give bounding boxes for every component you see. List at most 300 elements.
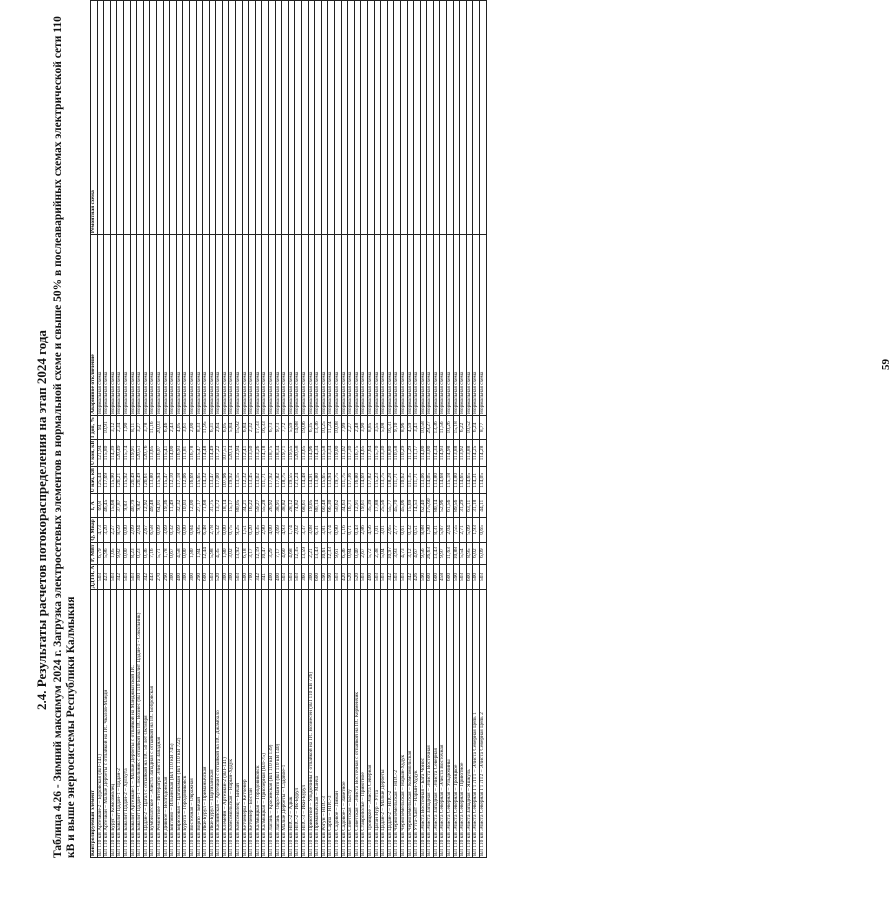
table-cell: ВЛ 110 кВ Ики-Бурул – Партизанская [209, 590, 216, 858]
table-cell: 503 [209, 564, 216, 590]
table-cell: 113,15 [236, 467, 243, 494]
table-cell: 115,65 [321, 467, 328, 494]
table-cell: 119,55 [288, 439, 295, 466]
table-cell: 10,03 [183, 494, 190, 518]
table-cell: 13,36 [433, 415, 440, 439]
table-cell: 3,55 [374, 415, 381, 439]
table-cell: 114,93 [440, 439, 447, 466]
table-cell: 5,71 [156, 542, 163, 564]
table-cell: 3,74 [328, 518, 335, 542]
table-cell: Нормальная схема [420, 235, 427, 416]
table-cell: ВЛ 110 кВ Лагань – Оцол-Вантя (ВЛ 110 кВ 140) [275, 590, 282, 858]
table-cell: 0,20 [249, 518, 256, 542]
table-cell: ВЛ 110 кВ Элиста Западная – Элиста Восточная [427, 590, 434, 858]
table-cell: 114,32 [203, 467, 210, 494]
table-cell: 2,43 [170, 415, 177, 439]
table-cell: 117,36 [348, 467, 355, 494]
table-cell: ВЛ 110 кВ Элиста Северная Г1 ЛТ2 – Элиста Северная Цепь 2 [480, 590, 487, 858]
table-cell: 114,34 [433, 439, 440, 466]
table-cell: 3,01 [381, 518, 388, 542]
table-cell: 600 [203, 564, 210, 590]
table-cell: ВЛ 110 кВ Бавалит Цадан-1 – Цадан-2 [117, 590, 124, 858]
table-cell: 116,78 [189, 439, 196, 466]
table-cell: 114,00 [420, 439, 427, 466]
table-cell: Нормальная схема [143, 235, 150, 416]
table-cell: 2,48 [354, 415, 361, 439]
table-cell [341, 1, 348, 235]
table-cell: 6,09 [480, 542, 487, 564]
table-cell [288, 1, 295, 235]
table-cell: 49,48 [150, 494, 157, 518]
table-cell: Нормальная схема [321, 235, 328, 416]
table-cell: 115,41 [163, 439, 170, 466]
table-cell: 113,65 [150, 439, 157, 466]
table-cell [104, 1, 111, 235]
table-cell: 117,64 [367, 439, 374, 466]
table-cell: 500 [473, 564, 480, 590]
table-cell: 112,06 [183, 467, 190, 494]
table-cell [308, 1, 315, 235]
table-cell [407, 1, 414, 235]
table-cell: 16,71 [348, 494, 355, 518]
table-cell: 2,77 [394, 518, 401, 542]
table-cell: Нормальная схема [216, 235, 223, 416]
table-cell: ВЛ 110 кВ Цадан-2 – НПС-2 [387, 590, 394, 858]
table-cell: 64,01 [156, 494, 163, 518]
table-cell: 7,16 [150, 542, 157, 564]
table-cell: 63,11 [466, 494, 473, 518]
table-cell: 520 [348, 564, 355, 590]
table-cell: ВЛ 110 кВ Бавалит Цадан-1 – Сокольник с отпайкой на ПС Вознес (ВЛ 110 Бавалит Цадан-1 - Сокольник) [137, 590, 144, 858]
table-cell [275, 1, 282, 235]
col-header-emergency: Аварийное отключение [91, 235, 98, 416]
table-cell: 6,02 [473, 542, 480, 564]
table-cell: Нормальная схема [262, 235, 269, 416]
table-cell: 120,14 [229, 439, 236, 466]
table-cell: 3,78 [143, 415, 150, 439]
table-cell: ВЛ 110 кВ Сарпа – НПС-3 [328, 590, 335, 858]
table-cell [156, 1, 163, 235]
table-cell: ВЛ 110 кВ Приютное – Ульдючины с отпайкой на ПС Вознесен (ВЛ 110 кВ 726) [308, 590, 315, 858]
table-cell: 0,32 [407, 518, 414, 542]
table-cell: 590 [453, 564, 460, 590]
table-cell: Нормальная схема [354, 235, 361, 416]
table-cell: 2,27 [348, 415, 355, 439]
table-cell: 290 [196, 564, 203, 590]
table-cell: Нормальная схема [460, 235, 467, 416]
table-cell: 4,35 [216, 542, 223, 564]
table-cell: 111,71 [414, 467, 421, 494]
table-cell: 66,30 [328, 494, 335, 518]
table-cell: 600 [433, 564, 440, 590]
table-cell: 2,02 [295, 518, 302, 542]
table-cell: 11,56 [440, 415, 447, 439]
table-cell: ВЛ 110 кВ Биглямо – Ильинская (ВЛ 110 кВ 745) [170, 590, 177, 858]
table-cell: 113,88 [466, 439, 473, 466]
table-cell: 2,90 [262, 518, 269, 542]
table-cell: ВЛ 110 кВ Цаган Нур – Утта [374, 590, 381, 858]
table-cell: 114,34 [315, 439, 322, 466]
table-cell: 113,45 [249, 467, 256, 494]
table-cell: 2,04 [137, 518, 144, 542]
table-cell: 0,00 [123, 518, 130, 542]
table-cell: 0,67 [170, 542, 177, 564]
table-cell: 10,91 [104, 415, 111, 439]
table-cell: 113,75 [381, 467, 388, 494]
table-cell [117, 1, 124, 235]
table-cell [367, 1, 374, 235]
table-cell: ВЛ 110 кВ Восточная – Овражная [189, 590, 196, 858]
table-cell: 4,67 [414, 542, 421, 564]
table-cell: 0,23 [137, 542, 144, 564]
table-cell: 14,88 [295, 415, 302, 439]
table-cell: 0,75 [229, 518, 236, 542]
table-cell: 0,84 [348, 542, 355, 564]
table-cell: 116,69 [189, 467, 196, 494]
table-cell: 0,35 [255, 518, 262, 542]
table-cell: 116,75 [354, 439, 361, 466]
table-cell: 10,08 [334, 415, 341, 439]
table-cell: 115,90 [110, 467, 117, 494]
table-cell: 6,58 [150, 518, 157, 542]
table-cell: 12,44 [203, 542, 210, 564]
table-cell: 3,08 [308, 518, 315, 542]
table-body [97, 1, 486, 858]
table-cell: 115,23 [374, 467, 381, 494]
col-header-u-end: U кон, кВ [90, 440, 96, 466]
table-cell: ВЛ 110 кВ Бавалит Цадан-2 – Хулхута [123, 590, 130, 858]
table-cell: Нормальная схема [302, 235, 309, 416]
table-cell: Нормальная схема [176, 235, 183, 416]
table-cell: 13,43 [433, 542, 440, 564]
table-cell [170, 1, 177, 235]
col-header-q: Q, Мвар [90, 519, 96, 541]
table-cell: ВЛ 110 кВ Элиста Западная – Яшкуль [466, 590, 473, 858]
table-cell: 114,49 [209, 439, 216, 466]
table-cell: 68,61 [302, 494, 309, 518]
table-cell: Нормальная схема [414, 235, 421, 416]
table-cell: 290 [163, 564, 170, 590]
table-cell: 6,05 [222, 415, 229, 439]
table-cell: ВЛ 110 кВ Клемейн – Артезиан-2 (ВЛ-141) [222, 590, 229, 858]
table-cell: 5,96 [104, 542, 111, 564]
table-cell: 342 [255, 564, 262, 590]
table-cell: 300 [222, 564, 229, 590]
table-cell: 600 [427, 564, 434, 590]
table-cell: Нормальная схема [394, 235, 401, 416]
table-cell: 12,19 [255, 542, 262, 564]
table-cell: 8,96 [400, 415, 407, 439]
table-cell: 1,84 [196, 542, 203, 564]
table-cell: ВЛ 110 кВ Черноземельская – Комсомольская [407, 590, 414, 858]
table-cell: 6,46 [163, 415, 170, 439]
table-cell: 6,22 [460, 415, 467, 439]
table-cell: 118,80 [387, 439, 394, 466]
table-cell: 8,33 [196, 415, 203, 439]
table-cell [466, 1, 473, 235]
table-cell: 118,75 [282, 467, 289, 494]
table-cell: 0,36 [143, 542, 150, 564]
table-cell: 8,77 [480, 415, 487, 439]
table-cell: 3,93 [394, 542, 401, 564]
table-cell: 503 [97, 564, 104, 590]
table-cell: 111,17 [414, 439, 421, 466]
table-cell: Нормальная схема [229, 235, 236, 416]
table-cell: Нормальная схема [328, 235, 335, 416]
table-cell: 9,56 [420, 542, 427, 564]
table-cell [400, 1, 407, 235]
table-cell [440, 1, 447, 235]
table-cell: 114,48 [203, 439, 210, 466]
table-cell: 11,63 [447, 542, 454, 564]
table-cell: 426 [414, 564, 421, 590]
table-cell: 300 [170, 564, 177, 590]
table-cell: 423 [104, 564, 111, 590]
table-cell: 8,88 [420, 518, 427, 542]
table-cell: 111,75 [341, 467, 348, 494]
table-cell: 117,69 [104, 467, 111, 494]
table-cell: ВЛ 110 кВ Элиста Восточная – Бага Чонос [420, 590, 427, 858]
table-cell: 342 [387, 564, 394, 590]
table-cell: 5,04 [381, 542, 388, 564]
table-cell: 341 [262, 564, 269, 590]
table-cell [209, 1, 216, 235]
table-cell: 119,75 [334, 467, 341, 494]
table-cell: 117,30 [348, 439, 355, 466]
table-cell: 115,58 [321, 439, 328, 466]
table-cell: 0,71 [348, 518, 355, 542]
table-cell: Нормальная схема [236, 235, 243, 416]
table-row [400, 1, 407, 858]
table-cell: 2,32 [249, 415, 256, 439]
table-cell [302, 1, 309, 235]
table-cell: ВЛ 110 кВ Черноземельская – НПС-2 [394, 590, 401, 858]
table-cell: 115,47 [196, 439, 203, 466]
table-cell: 19,05 [308, 494, 315, 518]
table-cell: 503 [295, 564, 302, 590]
table-cell: Нормальная схема [196, 235, 203, 416]
table-cell: 118,75 [269, 439, 276, 466]
table-cell: 6,73 [269, 415, 276, 439]
table-cell: Нормальная схема [242, 235, 249, 416]
col-header-element: Контролируемый элемент [91, 590, 98, 858]
table-cell: 503 [110, 564, 117, 590]
table-cell: 113,50 [249, 439, 256, 466]
table-cell: 0,90 [334, 518, 341, 542]
table-cell: Нормальная схема [255, 235, 262, 416]
table-cell: Нормальная схема [334, 235, 341, 416]
table-cell: Нормальная схема [400, 235, 407, 416]
table-cell: ВЛ 110 кВ Элиста Северная – Ульдючины [447, 590, 454, 858]
table-cell: Нормальная схема [447, 235, 454, 416]
table-cell: 16,33 [262, 415, 269, 439]
table-cell: 3,69 [275, 518, 282, 542]
table-cell: 2,64 [216, 415, 223, 439]
table-cell: Нормальная схема [407, 235, 414, 416]
table-cell: 61,56 [447, 494, 454, 518]
table-cell: 600 [466, 564, 473, 590]
table-cell: ВЛ 110 кВ Троицкое – Элиста Северная [367, 590, 374, 858]
table-cell: 0,00 [183, 542, 190, 564]
table-cell [97, 1, 104, 235]
table-cell: 120,49 [117, 439, 124, 466]
table-cell: 116,93 [176, 439, 183, 466]
table-cell: 5,08 [381, 415, 388, 439]
table-cell: Нормальная схема [156, 235, 163, 416]
table-cell [414, 1, 421, 235]
table-cell: Нормальная схема [183, 235, 190, 416]
table-cell: 8,11 [130, 415, 137, 439]
table-cell: ВЛ 110 кВ Комсомольская – Нарын-Худук [229, 590, 236, 858]
table-cell: 59,27 [255, 494, 262, 518]
table-cell: 115,18 [447, 467, 454, 494]
table-cell: 9,82 [137, 494, 144, 518]
table-cell: 2,34 [117, 415, 124, 439]
table-cell: 503 [374, 564, 381, 590]
table-cell: 112,41 [242, 439, 249, 466]
table-cell: 113,47 [209, 467, 216, 494]
table-cell: 10,52 [466, 415, 473, 439]
table-cell: 590 [420, 564, 427, 590]
table-cell: 1,05 [110, 542, 117, 564]
table-cell: 37,87 [117, 494, 124, 518]
table-cell [381, 1, 388, 235]
table-cell: 6,35 [308, 415, 315, 439]
table-cell: ВЛ 110 кВ Малые Дербеты – Садовое-1 [282, 590, 289, 858]
table-cell: Нормальная схема [249, 235, 256, 416]
table-cell: 113,80 [433, 467, 440, 494]
table-cell: 2,27 [110, 518, 117, 542]
table-cell: Нормальная схема [374, 235, 381, 416]
table-cell: ВЛ 110 кВ Кетченеры – Кетченер [242, 590, 249, 858]
table-cell: 10,58 [420, 415, 427, 439]
table-cell: 15,92 [236, 415, 243, 439]
table-cell [143, 1, 150, 235]
table-cell: 1,90 [123, 415, 130, 439]
table-cell: 300 [183, 564, 190, 590]
table-cell: 114,28 [480, 439, 487, 466]
table-cell: 12,33 [328, 542, 335, 564]
table-cell: 111,71 [262, 467, 269, 494]
table-cell: ВЛ 110 кВ Цадан-2 – Цагал с отпайкой на ПС 50 лет Октября [143, 590, 150, 858]
table-cell: 0,00 [222, 518, 229, 542]
table-cell: 590 [321, 564, 328, 590]
table-cell: 50,62 [334, 494, 341, 518]
table-cell: 44,11 [480, 494, 487, 518]
table-cell: 115,80 [104, 439, 111, 466]
table-cell: 0,84 [189, 518, 196, 542]
table-cell: Нормальная схема [387, 235, 394, 416]
table-cell: ВЛ 110 кВ Рогун – НПС-3 [321, 590, 328, 858]
table-cell: 111,81 [183, 439, 190, 466]
table-cell: 9,10 [394, 415, 401, 439]
table-cell: 0,65 [480, 518, 487, 542]
table-cell: 34,63 [341, 494, 348, 518]
table-cell: 111,29 [407, 439, 414, 466]
table-cell: 15,17 [229, 494, 236, 518]
table-cell: Нормальная схема [453, 235, 460, 416]
table-cell: 4,59 [407, 415, 414, 439]
table-cell: 115,65 [196, 467, 203, 494]
table-cell: 520 [216, 564, 223, 590]
table-cell [229, 1, 236, 235]
table-cell: 342 [117, 564, 124, 590]
table-cell: 110,58 [394, 439, 401, 466]
table-cell [282, 1, 289, 235]
col-header-i-pct: I доп, % [90, 416, 96, 438]
table-cell: 700 [249, 564, 256, 590]
table-cell: ВЛ 110 кВ Утта-Хаят – Нарын-Худук [414, 590, 421, 858]
table-cell: 114,91 [308, 467, 315, 494]
table-cell: 342 [143, 564, 150, 590]
table-cell: 400 [367, 564, 374, 590]
table-cell: 113,92 [460, 439, 467, 466]
table-cell: 6,79 [97, 542, 104, 564]
table-cell: 118,34 [275, 439, 282, 466]
table-cell: 503 [460, 564, 467, 590]
table-cell: ВЛ 110 кВ Калмыцкая – Городовиковск [255, 590, 262, 858]
table-cell: 3,27 [137, 415, 144, 439]
table-cell: 360 [302, 564, 309, 590]
table-cell: 89,56 [453, 494, 460, 518]
table-cell: 117,82 [367, 467, 374, 494]
table-cell: ВЛ 110 кВ Буруг – Комсомолец [110, 590, 117, 858]
table-cell: 400 [176, 564, 183, 590]
table-cell: 19,36 [163, 494, 170, 518]
table-cell: 11,24 [328, 415, 335, 439]
table-cell: 12,35 [295, 542, 302, 564]
table-cell: ВЛ 110 кВ Советская – Элиста Восточная с отпайкой на ПС Керменчик [354, 590, 361, 858]
table-cell: 25,56 [381, 494, 388, 518]
table-cell: 119,92 [229, 467, 236, 494]
table-cell: 7,72 [282, 415, 289, 439]
table-cell: 45,06 [400, 494, 407, 518]
table-cell: 15,18 [453, 415, 460, 439]
table-cell: 18,14 [222, 494, 229, 518]
table-cell: Нормальная схема [130, 235, 137, 416]
table-cell: 113,06 [420, 467, 427, 494]
table-cell: Нормальная схема [367, 235, 374, 416]
table-cell [321, 1, 328, 235]
table-cell: 0,09 [156, 518, 163, 542]
table-cell: ВЛ 110 кВ Ворпо – Бичай [196, 590, 203, 858]
table-cell: 400 [269, 564, 276, 590]
table-cell: 9,73 [275, 415, 282, 439]
table-cell [242, 1, 249, 235]
table-cell: 13,43 [315, 542, 322, 564]
table-cell: 8,23 [130, 542, 137, 564]
table-cell: 20,03 [156, 415, 163, 439]
table-cell: 120,58 [295, 439, 302, 466]
table-cell: 2,21 [308, 542, 315, 564]
table-cell [196, 1, 203, 235]
table-cell: 503 [130, 564, 137, 590]
table-cell: 5,09 [466, 518, 473, 542]
table-cell: 62,40 [420, 494, 427, 518]
table-cell: 503 [334, 564, 341, 590]
table-cell: 503 [400, 564, 407, 590]
table-cell: 5,72 [367, 542, 374, 564]
table-cell: 1,78 [163, 542, 170, 564]
table-cell: 120,76 [143, 439, 150, 466]
table-cell: 114,25 [473, 439, 480, 466]
table-cell: Нормальная схема [440, 235, 447, 416]
table-cell [163, 1, 170, 235]
table-cell: ВЛ 110 кВ НПС-3 – Ики-Бурул [302, 590, 309, 858]
table-cell: 1,01 [374, 518, 381, 542]
table-cell: 80,14 [315, 494, 322, 518]
table-cell: 113,65 [302, 439, 309, 466]
